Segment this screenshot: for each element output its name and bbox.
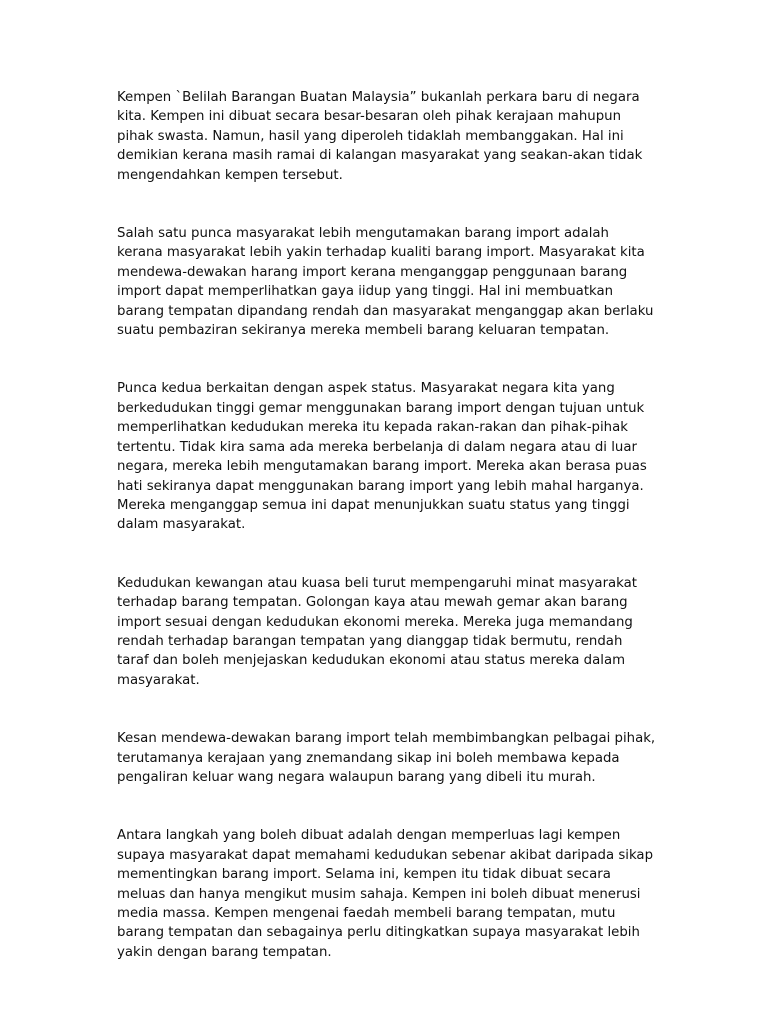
paragraph-effect: Kesan mendewa-dewakan barang import telah membimbangkan pelbagai pihak, terutamanya kerajaan yang znemandang sikap ini boleh membawa kepada pengaliran keluar wang negara walaupun barang yang dibeli itu murah. (117, 731, 656, 785)
document-body (117, 88, 657, 962)
paragraph-cause-quality: Salah satu punca masyarakat lebih mengutamakan barang import adalah kerana masyarakat lebih yakin terhadap kualiti barang import. Masyarakat kita mendewa-dewakan harang import kerana menganggap penggunaan barang import dapat memperlihatkan gaya iidup yang tinggi. Hal ini membuatkan barang tempatan dipandang rendah dan masyarakat menganggap akan berlaku suatu pembaziran sekiranya mereka membeli barang keluaran tempatan. (117, 226, 654, 339)
paragraph-intro: Kempen `Belilah Barangan Buatan Malaysia” bukanlah perkara baru di negara kita. Kempen ini dibuat secara besar-besaran oleh pihak kerajaan mahupun pihak swasta. Namun, hasil yang diperoleh tidaklah membanggakan. Hal ini demikian kerana masih ramai di kalangan masyarakat yang seakan-akan tidak mengendahkan kempen tersebut. (117, 90, 643, 183)
paragraph-cause-status: Punca kedua berkaitan dengan aspek status. Masyarakat negara kita yang berkedudukan tinggi gemar menggunakan barang import dengan tujuan untuk memperlihatkan kedudukan mereka itu kepada rakan-rakan dan pihak-pihak tertentu. Tidak kira sama ada mereka berbelanja di dalam negara atau di luar negara, mereka lebih mengutamakan barang import. Mereka akan berasa puas hati sekiranya dapat menggunakan barang import yang lebih mahal harganya. Mereka menganggap semua ini dapat menunjukkan suatu status yang tinggi dalam masyarakat. (117, 381, 647, 533)
paragraph-financial-position: Kedudukan kewangan atau kuasa beli turut mempengaruhi minat masyarakat terhadap barang tempatan. Golongan kaya atau mewah gemar akan barang import sesuai dengan kedudukan ekonomi mereka. Mereka juga memandang rendah terhadap barangan tempatan yang dianggap tidak bermutu, rendah taraf dan boleh menjejaskan kedudukan ekonomi atau status mereka dalam masyarakat. (117, 575, 638, 688)
paragraph-solution: Antara langkah yang boleh dibuat adalah dengan memperluas lagi kempen supaya masyarakat dapat memahami kedudukan sebenar akibat daripada sikap mementingkan barang import. Selama ini, kempen itu tidak dibuat secara meluas dan hanya mengikut musim sahaja. Kempen ini boleh dibuat menerusi media massa. Kempen mengenai faedah membeli barang tempatan, mutu barang tempatan dan sebagainya perlu ditingkatkan supaya masyarakat lebih yakin dengan barang tempatan. (117, 828, 654, 960)
